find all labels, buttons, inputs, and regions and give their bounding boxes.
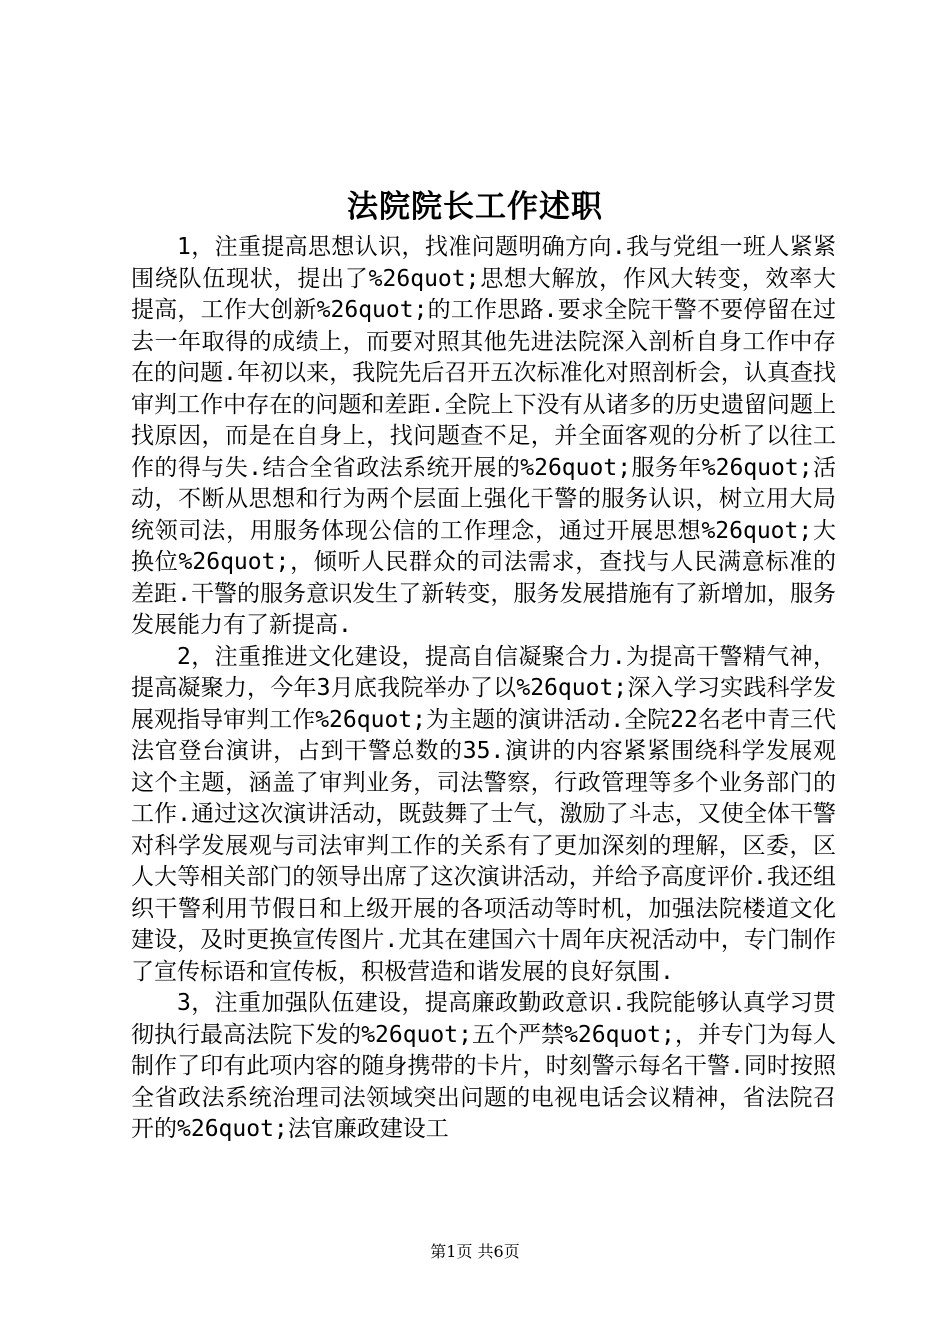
page-footer — [0, 1240, 950, 1264]
paragraph-3: 3，注重加强队伍建设，提高廉政勤政意识.我院能够认真学习贯彻执行最高法院下发的%26quot;五个严禁%26quot;，并专门为每人制作了印有此项内容的随身携带的卡片，时刻警示每名干警.同时按照全省政法系统治理司法领域突出问题的电视电话会议精神，省法院召开的%26quot;法官廉政建设工 — [131, 990, 836, 1142]
paragraph-1: 1，注重提高思想认识，找准问题明确方向.我与党组一班人紧紧围绕队伍现状，提出了%26quot;思想大解放，作风大转变，效率大提高，工作大创新%26quot;的工作思路.要求全院干警不要停留在过去一年取得的成绩上，而要对照其他先进法院深入剖析自身工作中存在的问题.年初以来，我院先后召开五次标准化对照剖析会，认真查找审判工作中存在的问题和差距.全院上下没有从诸多的历史遗留问题上找原因，而是在自身上，找问题查不足，并全面客观的分析了以往工作的得与失.结合全省政法系统开展的%26quot;服务年%26quot;活动，不断从思想和行为两个层面上强化干警的服务认识，树立用大局统领司法，用服务体现公信的工作理念，通过开展思想%26quot;大换位%26quot;，倾听人民群众的司法需求，查找与人民满意标准的差距.干警的服务意识发生了新转变，服务发展措施有了新增加，服务发展能力有了新提高. — [131, 234, 836, 638]
document-body — [131, 232, 836, 1146]
page-number: 第1页 共6页 — [430, 1242, 520, 1261]
paragraph-2: 2，注重推进文化建设，提高自信凝聚合力.为提高干警精气神，提高凝聚力，今年3月底我院举办了以%26quot;深入学习实践科学发展观指导审判工作%26quot;为主题的演讲活动.全院22名老中青三代法官登台演讲，占到干警总数的35.演讲的内容紧紧围绕科学发展观这个主题，涵盖了审判业务，司法警察，行政管理等多个业务部门的工作.通过这次演讲活动，既鼓舞了士气，激励了斗志，又使全体干警对科学发展观与司法审判工作的关系有了更加深刻的理解，区委，区人大等相关部门的领导出席了这次演讲活动，并给予高度评价.我还组织干警利用节假日和上级开展的各项活动等时机，加强法院楼道文化建设，及时更换宣传图片.尤其在建国六十周年庆祝活动中，专门制作了宣传标语和宣传板，积极营造和谐发展的良好氛围. — [131, 643, 836, 985]
document-title: 法院院长工作述职 — [347, 189, 603, 225]
